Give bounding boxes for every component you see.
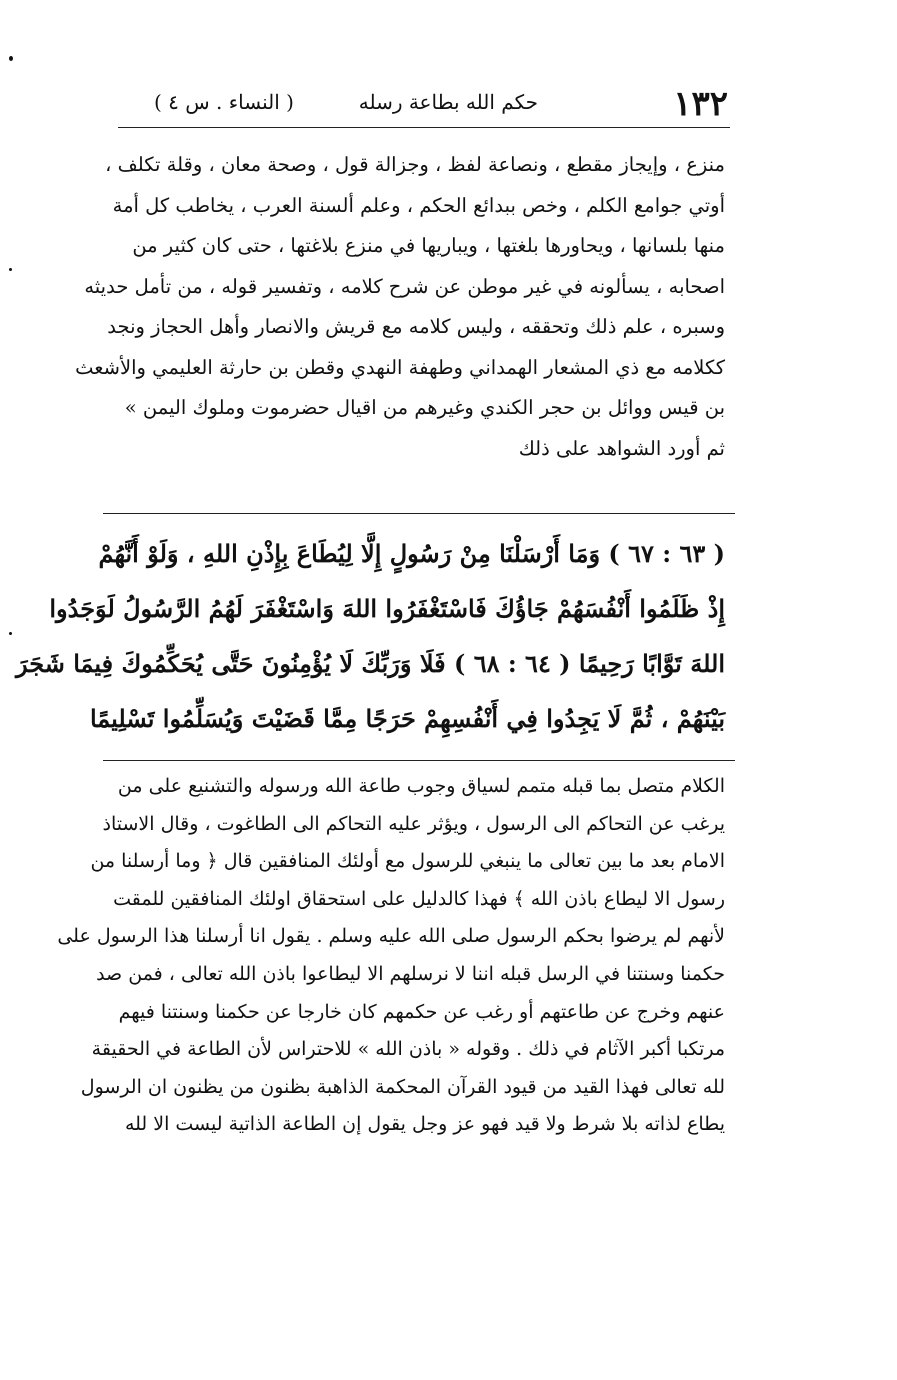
- text-line: اصحابه ، يسألونه في غير موطن عن شرح كلامه ، وتفسير قوله ، من تأمل حديثه: [84, 274, 725, 298]
- text-line: عنهم وخرج عن طاعتهم أو رغب عن حكمهم كان خارجا عن حكمنا وسنتنا فيهم: [118, 1000, 725, 1023]
- text-line: منزع ، وإيجاز مقطع ، ونصاعة لفظ ، وجزالة قول ، وصحة معان ، وقلة تكلف ،: [105, 153, 725, 176]
- text-line: حكمنا وسنتنا في الرسل قبله اننا لا نرسلهم الا ليطاعوا باذن الله تعالى ، فمن صد: [96, 962, 725, 985]
- text-line: أوتي جوامع الكلم ، وخص ببدائع الحكم ، وعلم ألسنة العرب ، يخاطب كل أمة: [112, 193, 725, 217]
- page-header: [118, 82, 728, 126]
- scan-speck: [9, 268, 12, 271]
- text-line: ككلامه مع ذي المشعار الهمداني وطهفة النهدي وقطن بن حارثة العليمي والأشعث: [75, 355, 725, 379]
- verse-line: اللهَ تَوَّابًا رَحِيمًا ( ٦٤ : ٦٨ ) فَلَا وَرَبِّكَ لَا يُؤْمِنُونَ حَتَّى يُحَكِّمُوكَ فِيمَا شَجَرَ: [16, 649, 725, 678]
- text-line: ثم أورد الشواهد على ذلك: [518, 436, 725, 460]
- text-line: لله تعالى فهذا القيد من قيود القرآن المحكمة الذاهبة بظنون من يظنون ان الرسول: [80, 1075, 725, 1098]
- scan-speck: [9, 56, 13, 61]
- quran-verses: [16, 526, 725, 746]
- text-line: وسبره ، علم ذلك وتحققه ، وليس كلامه مع قريش والانصار وأهل الحجاز ونجد: [107, 315, 725, 338]
- verse-top-rule: [103, 513, 735, 514]
- text-line: بن قيس ووائل بن حجر الكندي وغيرهم من اقيال حضرموت وملوك اليمن »: [124, 396, 725, 419]
- running-title: حكم الله بطاعة رسله: [358, 90, 538, 114]
- header-rule: [118, 127, 730, 128]
- text-line: يرغب عن التحاكم الى الرسول ، ويؤثر عليه التحاكم الى الطاغوت ، وقال الاستاذ: [102, 812, 725, 835]
- commentary-paragraph: [57, 768, 725, 1144]
- text-line: رسول الا ليطاع باذن الله ﴾ فهذا كالدليل على استحقاق اولئك المنافقين للمقت: [113, 887, 725, 910]
- verse-line: ( ٦٣ : ٦٧ ) وَمَا أَرْسَلْنَا مِنْ رَسُولٍ إِلَّا لِيُطَاعَ بِإِذْنِ اللهِ ، وَلَوْ أَنَّهُمْ: [98, 539, 725, 568]
- verse-bottom-rule: [103, 760, 735, 761]
- intro-paragraph: [75, 145, 725, 469]
- verse-line: بَيْنَهُمْ ، ثُمَّ لَا يَجِدُوا فِي أَنْفُسِهِمْ حَرَجًا مِمَّا قَضَيْتَ وَيُسَلِّمُوا تَسْلِيمًا: [89, 704, 725, 733]
- text-line: يطاع لذاته بلا شرط ولا قيد فهو عز وجل يقول إن الطاعة الذاتية ليست الا لله: [124, 1113, 725, 1136]
- surah-reference: ( النساء . س ٤ ): [154, 90, 294, 114]
- verse-line: إِذْ ظَلَمُوا أَنْفُسَهُمْ جَاؤُكَ فَاسْتَغْفَرُوا اللهَ وَاسْتَغْفَرَ لَهُمُ الرَّسُولُ لَوَجَدُوا: [49, 594, 725, 623]
- text-line: لأنهم لم يرضوا بحكم الرسول صلى الله عليه وسلم . يقول انا أرسلنا هذا الرسول على: [57, 925, 725, 948]
- scan-speck: [9, 632, 12, 635]
- text-line: مرتكبا أكبر الآثام في ذلك . وقوله « باذن الله » للاحتراس لأن الطاعة في الحقيقة: [91, 1038, 725, 1061]
- text-line: الكلام متصل بما قبله متمم لسياق وجوب طاعة الله ورسوله والتشنيع على من: [117, 775, 725, 797]
- text-line: منها بلسانها ، ويحاورها بلغتها ، ويباريها في منزع بلاغتها ، حتى كان كثير من: [132, 234, 725, 257]
- text-line: الامام بعد ما بين تعالى ما ينبغي للرسول مع أولئك المنافقين قال ﴿ وما أرسلنا من: [90, 850, 725, 873]
- page-number: ١٣٢: [673, 84, 728, 124]
